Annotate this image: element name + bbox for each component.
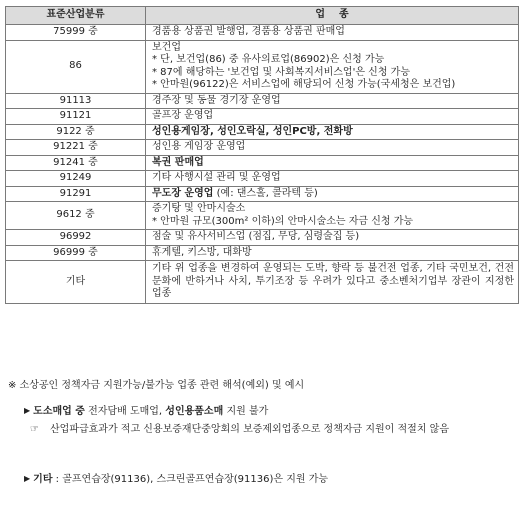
description-line: 성인용게임장, 성인오락실, 성인PC방, 전화방 [152, 125, 353, 137]
table-row [6, 40, 519, 93]
header-industry-type: 업 종 [146, 7, 519, 25]
industry-description [146, 140, 519, 156]
description-line: 성인용 게임장 운영업 [152, 141, 246, 152]
note-item-text: 전자담배 도매업, [84, 406, 166, 417]
description-line: * 87에 해당하는 '보건업 및 사회복지서비스업'은 신청 가능 [152, 66, 410, 78]
description-line: 복권 판매업 [152, 156, 204, 168]
industry-description [146, 261, 519, 304]
table-row [6, 171, 519, 187]
description-line: 점술 및 유사서비스업 (점집, 무당, 심령술집 등) [152, 231, 360, 242]
table-row [6, 186, 519, 202]
description-line: 보건업 [152, 41, 181, 53]
industry-code: 9122 중 [6, 124, 146, 140]
table-row [6, 155, 519, 171]
industry-description [146, 40, 519, 93]
table-row [6, 124, 519, 140]
table-row [6, 245, 519, 261]
note-item-bold-text: 성인용품소매 [165, 406, 224, 417]
industry-description [146, 186, 519, 202]
industry-code: 91291 [6, 186, 146, 202]
header-industry-code: 표준산업분류 [6, 7, 146, 25]
table-row [6, 25, 519, 41]
industry-code: 91241 중 [6, 155, 146, 171]
restricted-industries-table [5, 6, 519, 304]
description-line: 경품용 상품권 발행업, 경품용 상품권 판매업 [152, 26, 345, 37]
industry-code: 91221 중 [6, 140, 146, 156]
industry-code: 91113 [6, 93, 146, 109]
industry-code: 91121 [6, 109, 146, 125]
industry-code: 96992 [6, 230, 146, 246]
industry-description [146, 109, 519, 125]
description-line: 경주장 및 동물 경기장 운영업 [152, 94, 281, 106]
description-line: * 안마원(96122)은 서비스업에 해당되어 신청 가능(국세청은 보건업) [152, 79, 456, 90]
industry-code: 96999 중 [6, 245, 146, 261]
table-row [6, 202, 519, 230]
table-row [6, 261, 519, 304]
description-line: 증기탕 및 안마시술소 [152, 203, 246, 214]
note-item-text-end: 지원 불가 [223, 406, 269, 417]
triangle-bullet-icon: ▶ [24, 474, 31, 483]
triangle-bullet-icon: ▶ [24, 406, 31, 415]
description-line: 기타 위 업종을 변경하여 운영되는 도박, 향락 등 불건전 업종, 기타 국민보건, 건전문화에 반하거나 사치, 투기조장 등 우려가 있다고 중소벤처기업부 장관이 지정한 업종 [152, 263, 514, 299]
industry-description [146, 124, 519, 140]
industry-description [146, 230, 519, 246]
table-row [6, 93, 519, 109]
industry-code: 기타 [6, 261, 146, 304]
description-rest: (예: 댄스홀, 콜라텍 등) [213, 187, 318, 199]
table-header-row [6, 7, 519, 25]
industry-description [146, 155, 519, 171]
description-line: 기타 사행시설 관리 및 운영업 [152, 172, 281, 183]
note-item-other [24, 470, 328, 485]
note-item-label: 도소매업 중 [33, 406, 85, 417]
industry-code: 9612 중 [6, 202, 146, 230]
table-row [6, 140, 519, 156]
notes-title: ※ 소상공인 정책자금 지원가능/불가능 업종 관련 해석(예외) 및 예시 [8, 380, 305, 391]
note-sub-text: 산업파급효과가 적고 신용보증재단중앙회의 보증제외업종으로 정책자금 지원이 적절치 않음 [50, 424, 449, 435]
description-bold-part: 무도장 운영업 [152, 187, 214, 199]
table-row [6, 230, 519, 246]
industry-description [146, 171, 519, 187]
note-item-text: : 골프연습장(91136), 스크린골프연습장(91136)은 지원 가능 [52, 474, 329, 485]
table-row [6, 109, 519, 125]
industry-description [146, 25, 519, 41]
note-item-wholesale-retail [24, 402, 268, 417]
industry-description [146, 93, 519, 109]
description-line: * 안마원 규모(300m² 이하)의 안마시술소는 자금 신청 가능 [152, 215, 414, 227]
industry-code: 86 [6, 40, 146, 93]
note-sub-explanation [30, 421, 518, 438]
description-line: * 단, 보건업(86) 중 유사의료업(86902)은 신청 가능 [152, 54, 385, 65]
note-item-label: 기타 [33, 474, 53, 485]
description-line: 휴게텔, 키스방, 대화방 [152, 246, 252, 258]
industry-code: 75999 중 [6, 25, 146, 41]
industry-code: 91249 [6, 171, 146, 187]
description-line: 골프장 운영업 [152, 110, 214, 121]
industry-description [146, 202, 519, 230]
industry-description [146, 245, 519, 261]
pointing-hand-icon: ☞ [30, 424, 39, 435]
